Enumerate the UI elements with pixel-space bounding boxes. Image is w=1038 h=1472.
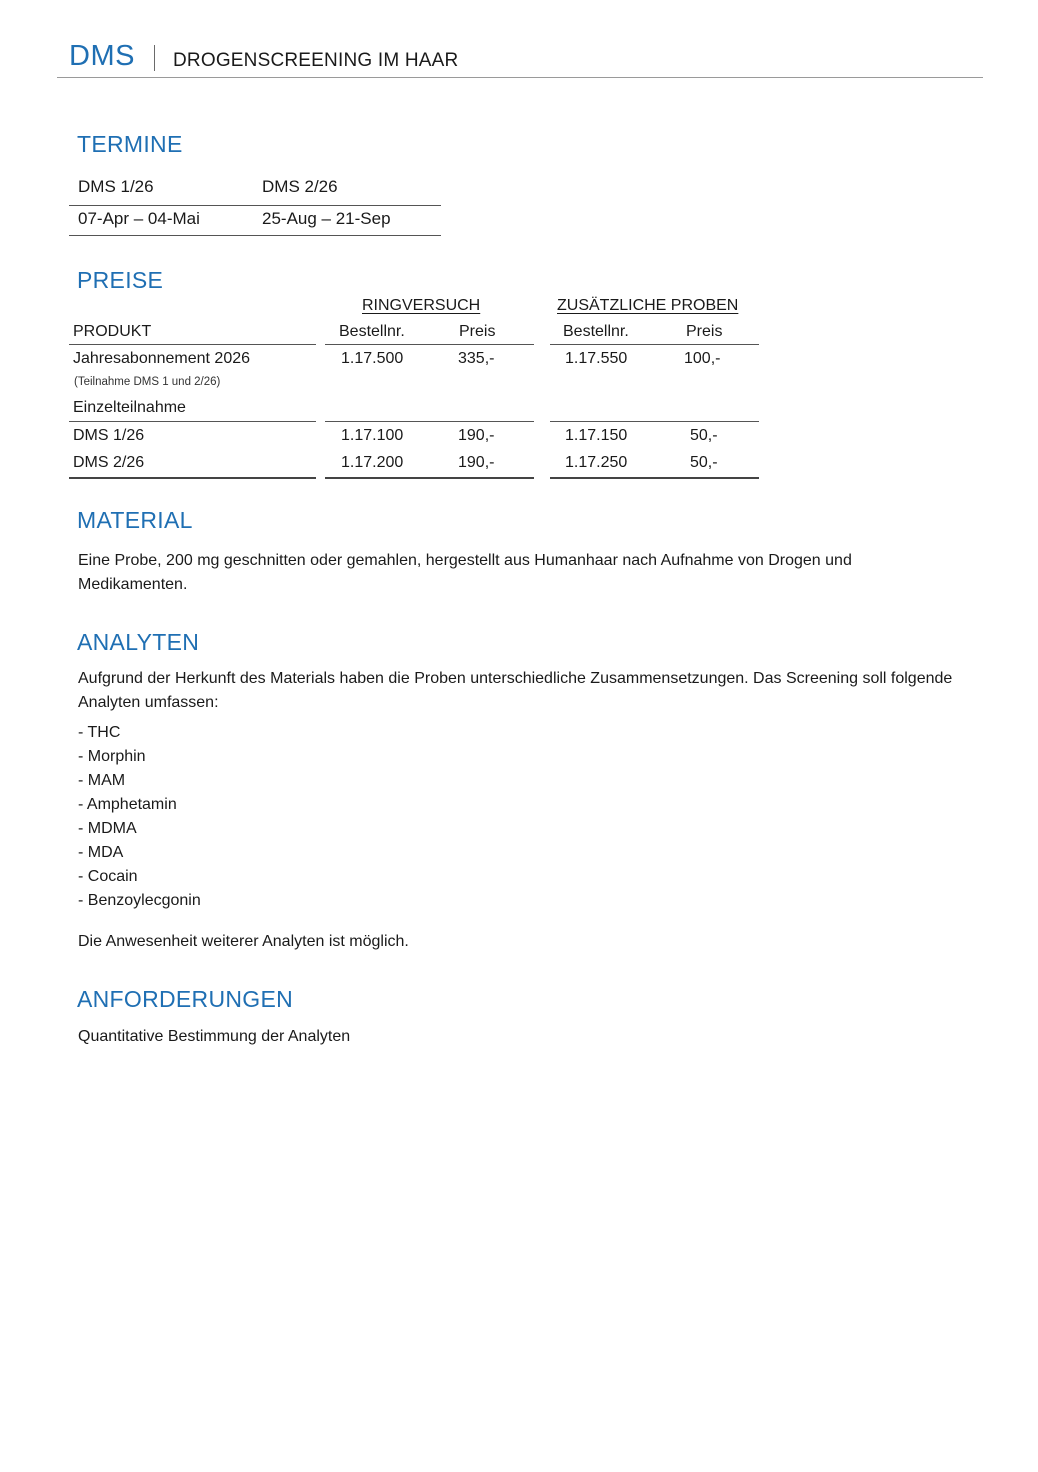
jahres-zp-nr: 1.17.550 — [565, 350, 628, 367]
col-produkt: PRODUKT — [73, 323, 152, 340]
header-separator — [154, 45, 155, 71]
material-heading: MATERIAL — [77, 507, 193, 533]
group-ringversuch: RINGVERSUCH — [362, 297, 481, 314]
termine-heading: TERMINE — [77, 131, 183, 157]
row-label: DMS 2/26 — [73, 454, 145, 471]
list-item: - Morphin — [78, 748, 146, 765]
col-rv-preis: Preis — [459, 323, 496, 340]
row-rv-preis: 190,- — [458, 454, 495, 471]
preise-mid-rule-2 — [325, 421, 534, 422]
preise-mid-rule-3 — [550, 421, 759, 422]
header-code: DMS — [69, 40, 135, 72]
termine-rule — [69, 205, 441, 206]
list-item: - MAM — [78, 772, 126, 789]
analyten-outro: Die Anwesenheit weiterer Analyten ist möglich. — [78, 933, 409, 950]
jahres-zp-preis: 100,- — [684, 350, 721, 367]
analyten-heading: ANALYTEN — [77, 629, 200, 655]
termine-bottom-rule — [69, 235, 441, 236]
analyten-list — [78, 721, 201, 913]
list-item: - THC — [78, 724, 121, 741]
list-item: - MDMA — [78, 820, 137, 837]
jahres-rv-preis: 335,- — [458, 350, 495, 367]
row-label: DMS 1/26 — [73, 427, 145, 444]
termine-date-2: 25-Aug – 21-Sep — [262, 209, 391, 228]
row-rv-preis: 190,- — [458, 427, 495, 444]
header-title: DROGENSCREENING IM HAAR — [173, 50, 459, 71]
list-item: - Amphetamin — [78, 796, 177, 813]
list-item: - Cocain — [78, 868, 138, 885]
header-rule — [57, 77, 983, 78]
group-zusaetzliche-proben: ZUSÄTZLICHE PROBEN — [557, 297, 739, 314]
preise-header-rule-3 — [550, 344, 759, 345]
termine-col-2: DMS 2/26 — [262, 177, 338, 196]
col-rv-bestellnr: Bestellnr. — [339, 323, 405, 340]
col-zp-preis: Preis — [686, 323, 723, 340]
row-rv-nr: 1.17.200 — [341, 454, 404, 471]
row-zp-preis: 50,- — [690, 454, 718, 471]
jahres-rv-nr: 1.17.500 — [341, 350, 404, 367]
termine-col-1: DMS 1/26 — [78, 177, 154, 196]
anforderungen-heading: ANFORDERUNGEN — [77, 986, 294, 1012]
row-zp-nr: 1.17.250 — [565, 454, 628, 471]
preise-heading: PREISE — [77, 267, 164, 293]
jahres-label: Jahresabonnement 2026 — [73, 350, 251, 367]
col-zp-bestellnr: Bestellnr. — [563, 323, 629, 340]
list-item: - MDA — [78, 844, 124, 861]
row-zp-nr: 1.17.150 — [565, 427, 628, 444]
row-rv-nr: 1.17.100 — [341, 427, 404, 444]
anforderungen-text: Quantitative Bestimmung der Analyten — [78, 1028, 351, 1045]
termine-date-1: 07-Apr – 04-Mai — [78, 209, 200, 228]
preise-header-rule-2 — [325, 344, 534, 345]
preise-bottom-rule-3 — [550, 477, 759, 479]
analyten-intro: Aufgrund der Herkunft des Materials haben die Proben unterschiedliche Zusammensetzungen. Das Screening soll folgende Analyten umfassen: — [78, 670, 953, 711]
material-text: Eine Probe, 200 mg geschnitten oder gemahlen, hergestellt aus Humanhaar nach Aufnahme von Drogen und Medikamenten. — [78, 552, 852, 593]
einzel-label: Einzelteilnahme — [73, 399, 186, 416]
jahres-note: (Teilnahme DMS 1 und 2/26) — [74, 376, 221, 388]
row-zp-preis: 50,- — [690, 427, 718, 444]
preise-header-rule-1 — [69, 344, 316, 345]
list-item: - Benzoylecgonin — [78, 892, 201, 909]
preise-mid-rule-1 — [69, 421, 316, 422]
preise-bottom-rule-1 — [69, 477, 316, 479]
preise-bottom-rule-2 — [325, 477, 534, 479]
